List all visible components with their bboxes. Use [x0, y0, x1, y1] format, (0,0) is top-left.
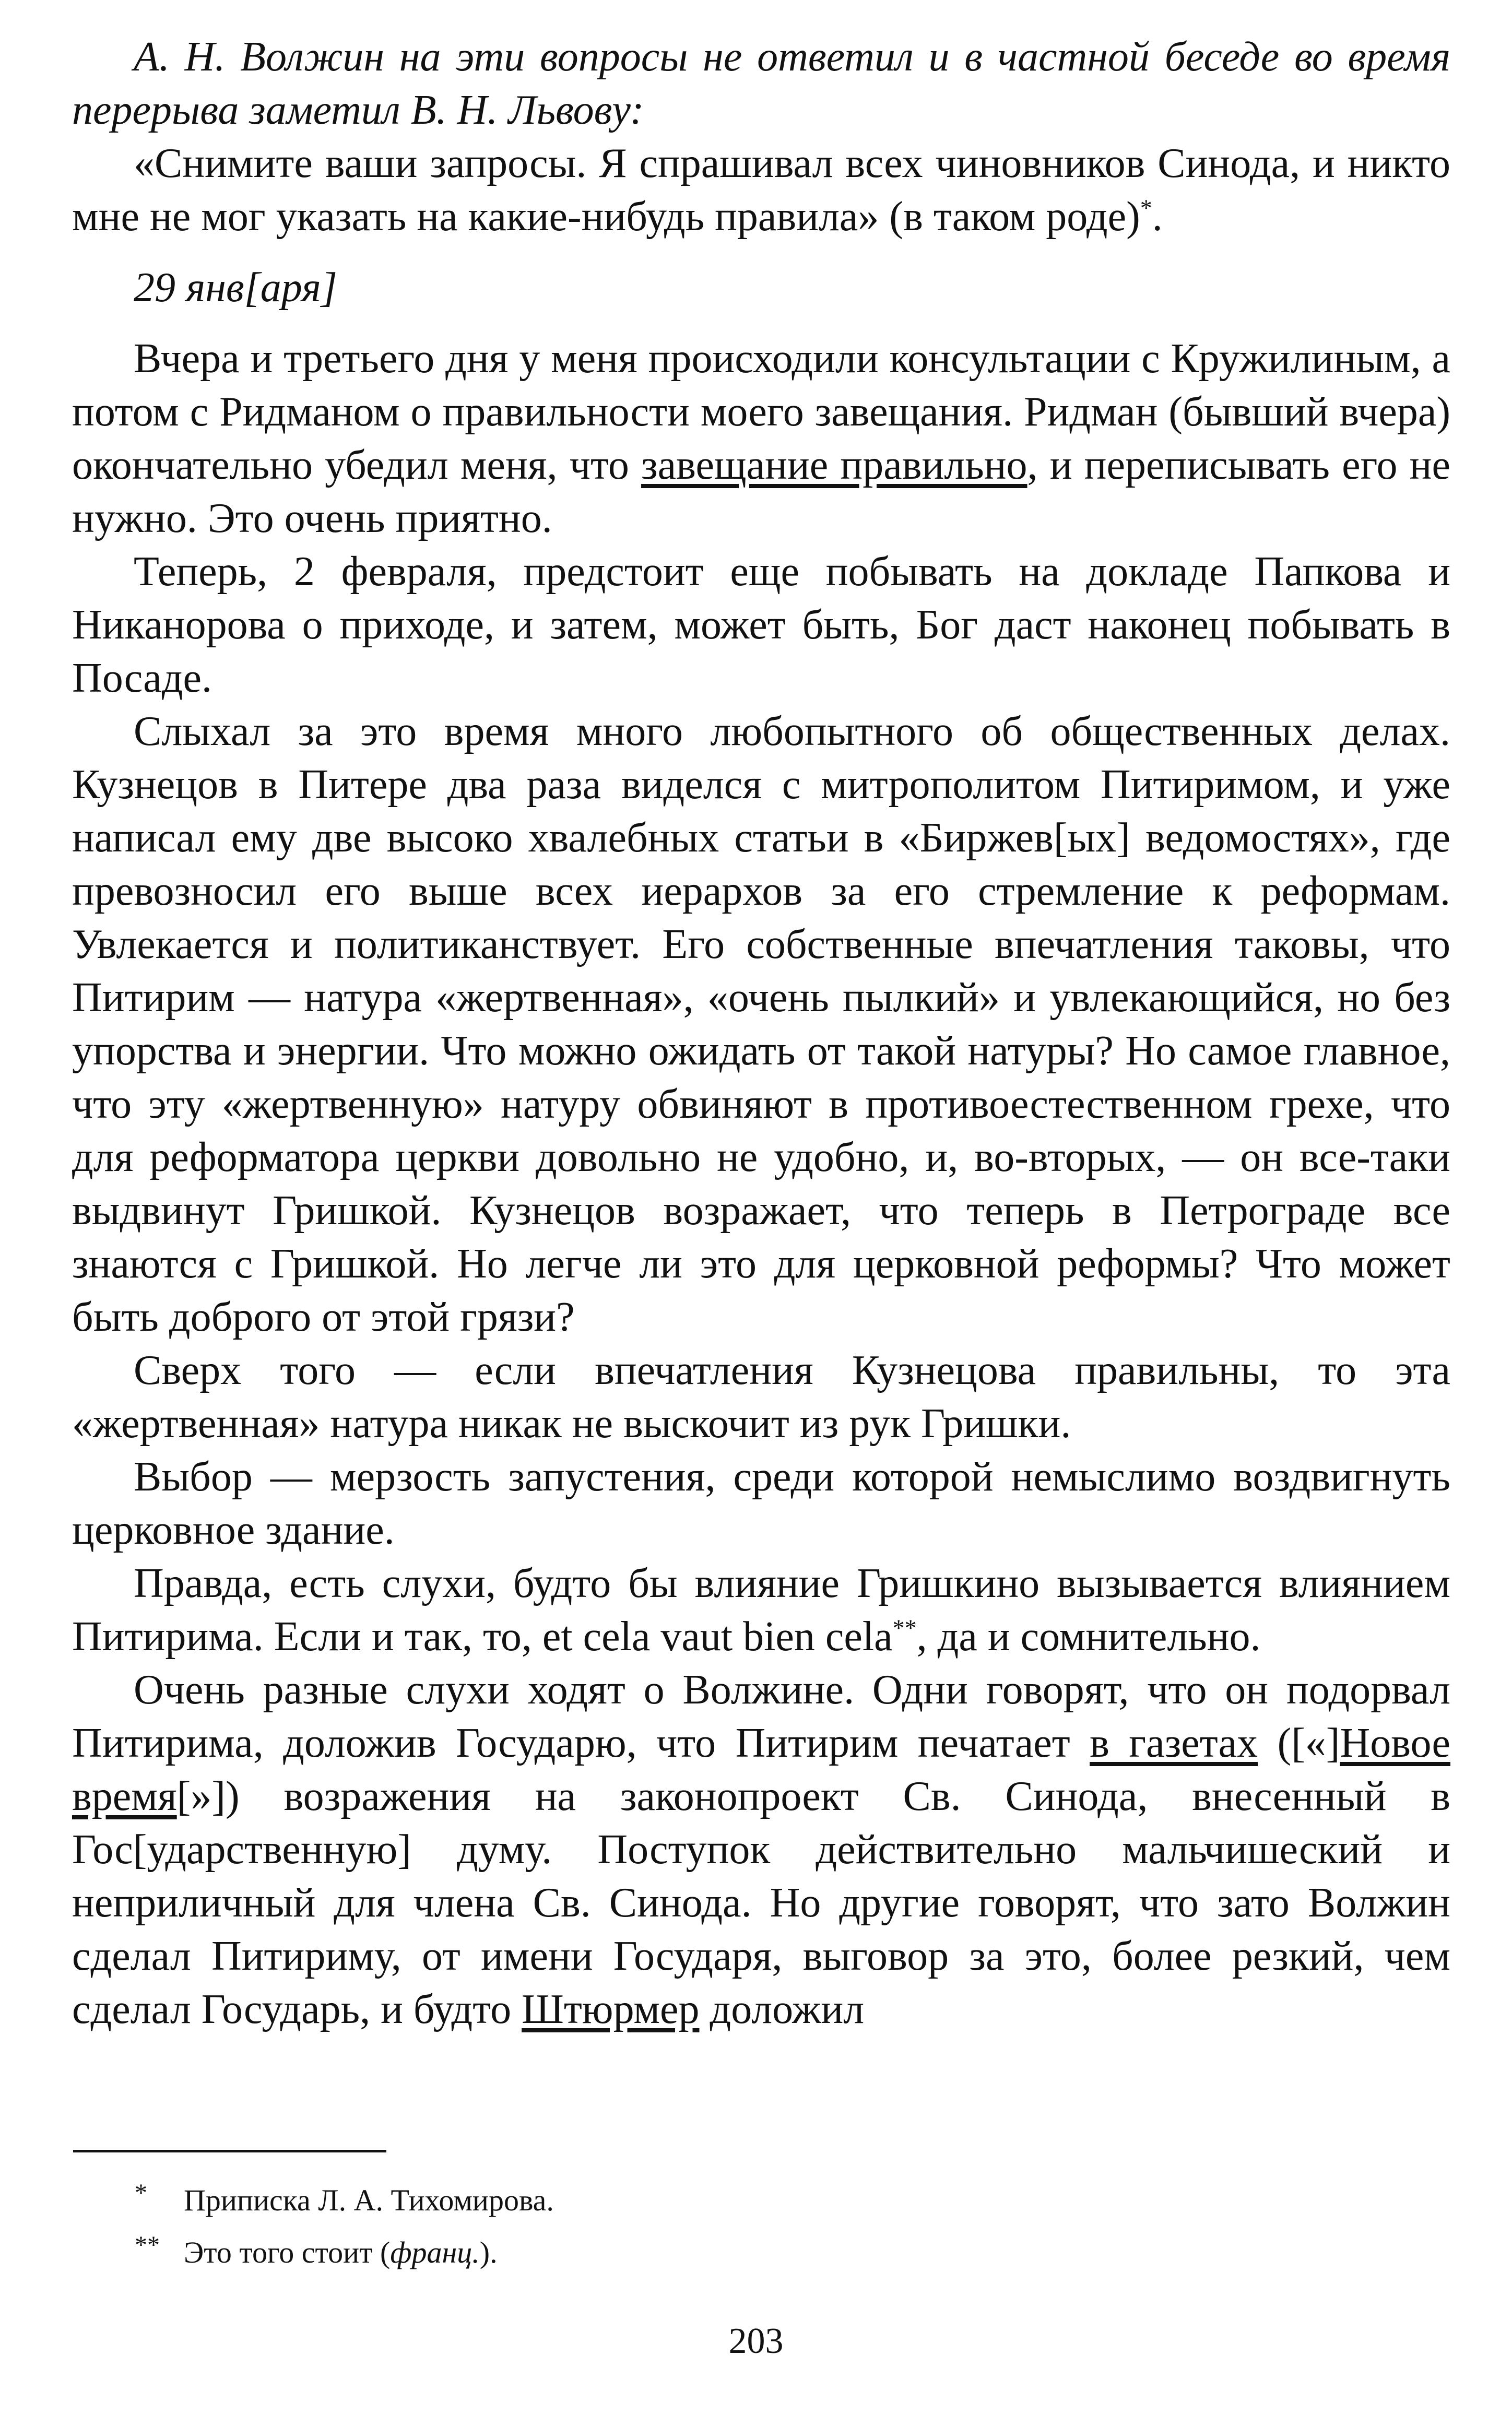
footnote-2-text-after: ).: [479, 2235, 498, 2269]
footnote-2-text-before: Это того стоит (: [184, 2235, 391, 2269]
underlined-phrase-novoe-vremya: Новое время: [72, 1720, 1450, 1819]
testament-text-end: , и переписывать его не нужно. Это очень приятно.: [72, 442, 1450, 541]
paragraph-choice: Выбор — мерзость запустения, среди которой немыслимо воздвигнуть церковное здание.: [72, 1454, 1450, 1553]
footnote-mark-2: **: [135, 2231, 160, 2259]
footnote-2-text-italic: франц.: [390, 2235, 480, 2269]
paragraph-volzhin-rumors: [72, 1663, 1450, 2036]
paragraph-rumors-influence: [72, 1557, 1450, 1663]
date-heading: 29 янв[аря]: [134, 265, 337, 311]
footnote-ref-1[interactable]: *: [1140, 194, 1152, 221]
rumors-text-end: , да и сомнительно.: [916, 1614, 1261, 1660]
underlined-phrase-gazety: в газетах: [1090, 1720, 1258, 1766]
volzhin-text-4: доложил: [699, 1986, 865, 2032]
rumors-text: Правда, есть слухи, будто бы влияние Гришкино вызывается влиянием Питирима. Если и так, то, et cela vaut bien cela: [72, 1560, 1450, 1660]
paragraph-testament: [72, 332, 1450, 545]
underlined-phrase-testament: завещание правильно: [641, 442, 1027, 488]
volzhin-text-1: Очень разные слухи ходят о Волжине. Одни говорят, что он подорвал Питирима, доложив Государю, что Питирим печатает: [72, 1667, 1450, 1766]
footnote-2: [73, 2227, 1451, 2279]
volzhin-text-3: [»]) возражения на законопроект Св. Синода, внесенный в Гос[ударственную] думу. Поступок действительно мальчишеский и неприличный для члена Св. Синода. Но другие говорят, что зато Волжин сделал Питириму, от имени Государя, выговор за это, более резкий, чем сделал Государь, и будто: [72, 1773, 1450, 2032]
quote-end: .: [1152, 194, 1163, 240]
paragraph-kuznetsov: Слыхал за это время много любопытного об общественных делах. Кузнецов в Питере два раза виделся с митрополитом Питиримом, и уже написал ему две высоко хвалебных статьи в «Биржев[ых] ведомостях», где превозносил его выше всех иерархов за его стремление к реформам. Увлекается и политиканствует. Его собственные впечатления таковы, что Питирим — натура «жертвенная», «очень пылкий» и увлекающийся, но без упорства и энергии. Что можно ожидать от такой натуры? Но самое главное, что эту «жертвенную» натуру обвиняют в противоестественном грехе, что для реформатора церкви довольно не удобно, и, во-вторых, — он все-таки выдвинут Гришкой. Кузнецов возражает, что теперь в Петрограде все знаются с Гришкой. Но легче ли это для церковной реформы? Что может быть доброго от этой грязи?: [72, 708, 1450, 1340]
footnote-1: [73, 2174, 1451, 2227]
underlined-name-shtyurmer: Штюрмер: [522, 1986, 700, 2032]
volzhin-text-2: ([«]: [1258, 1720, 1340, 1766]
quote-text: «Снимите ваши запросы. Я спрашивал всех чиновников Синода, и никто мне не мог указать на какие-нибудь правила» (в таком роде): [72, 140, 1450, 240]
footnote-mark-1: *: [135, 2179, 147, 2207]
paragraph-february: Теперь, 2 февраля, предстоит еще побывать на докладе Папкова и Никанорова о приходе, и затем, может быть, Бог даст наконец побывать в Посаде.: [72, 549, 1450, 701]
paragraph-besides: Сверх того — если впечатления Кузнецова правильны, то эта «жертвенная» натура никак не выскочит из рук Гришки.: [72, 1347, 1450, 1447]
footnote-text-1: Приписка Л. А. Тихомирова.: [184, 2183, 554, 2217]
paragraph-volzhin-quote: [72, 137, 1450, 243]
testament-text-start: Вчера и третьего дня у меня происходили консультации с Кружилиным, а потом с Ридманом о правильности моего завещания. Ридман (бывший вчера) окончательно убедил меня, что: [72, 336, 1450, 488]
page-number: 203: [728, 2321, 784, 2361]
footnote-ref-2[interactable]: **: [892, 1614, 917, 1641]
footnotes: [73, 2174, 1451, 2279]
footnote-text-2: [184, 2235, 498, 2269]
main-text: [72, 30, 1450, 2036]
footnote-divider: [73, 2150, 386, 2152]
paragraph-volzhin-note: А. Н. Волжин на эти вопросы не ответил и в частной беседе во время перерыва заметил В. Н. Львову:: [72, 34, 1450, 133]
